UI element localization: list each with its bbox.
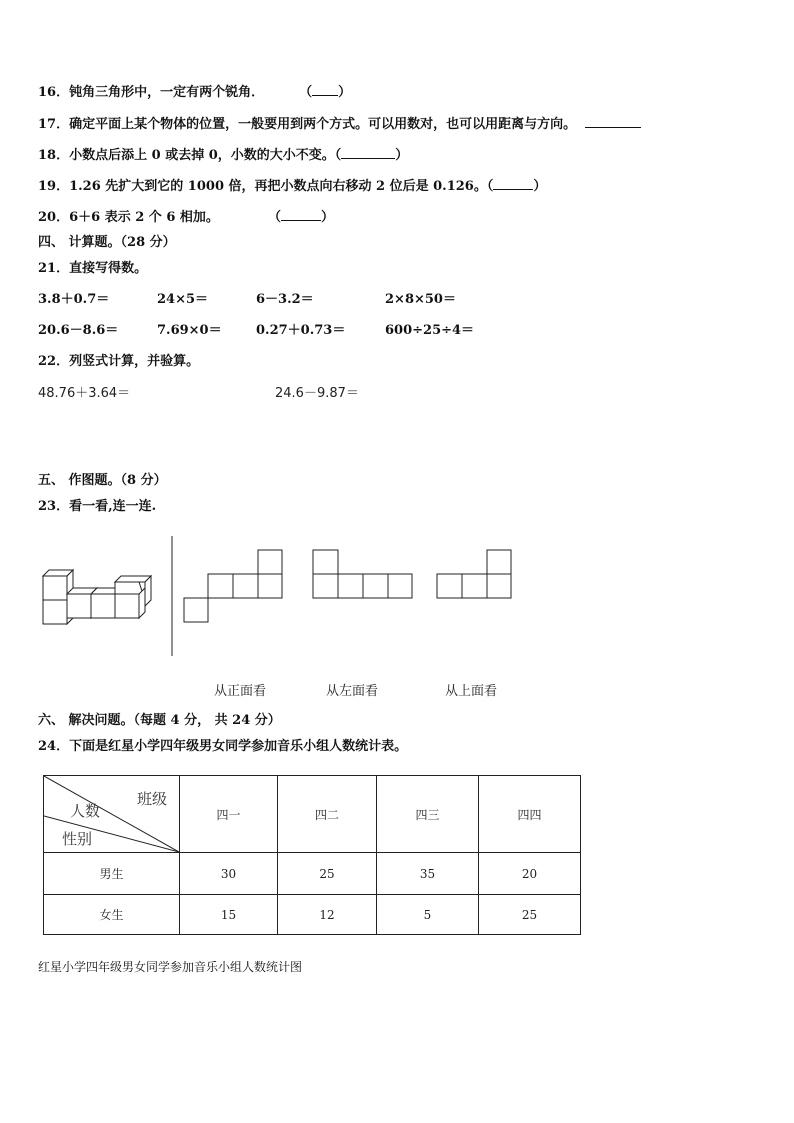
question-18-bracket-open: （ <box>334 148 342 163</box>
table-row <box>44 895 581 935</box>
question-23: 23．看一看,连一连. <box>38 499 157 514</box>
question-18-text: 18．小数点后添上 0 或去掉 0，小数的大小不变。 <box>38 148 335 163</box>
view-shape-b <box>313 550 412 598</box>
cube-right-stack <box>115 576 151 618</box>
vertical-calc-1: 48.76＋3.64＝ <box>38 386 131 401</box>
table-cell: 25 <box>479 895 581 935</box>
table-cell: 35 <box>377 853 479 895</box>
question-17 <box>38 115 641 133</box>
chart-caption: 红星小学四年级男女同学参加音乐小组人数统计图 <box>38 960 303 974</box>
question-18 <box>38 146 408 164</box>
answer-blank-16[interactable] <box>312 83 338 96</box>
answer-blank-17[interactable] <box>585 115 641 128</box>
table-cell: 30 <box>180 853 278 895</box>
calc-item: 600÷25÷4＝ <box>385 323 475 338</box>
calc-item: 3.8＋0.7＝ <box>38 292 110 307</box>
question-17-text: 17．确定平面上某个物体的位置，一般要用到两个方式。可以用数对，也可以用距离与方向。 <box>38 117 577 132</box>
row-label: 女生 <box>44 895 180 935</box>
section-5-title: 五、 作图题。（8 分） <box>38 473 167 488</box>
question-19-bracket-close: ） <box>533 179 547 194</box>
calc-item: 7.69×0＝ <box>157 323 222 338</box>
section-4-title: 四、 计算题。（28 分） <box>38 235 176 250</box>
answer-blank-19[interactable] <box>493 177 533 190</box>
music-group-stats-table <box>43 775 581 935</box>
section-6-title: 六、 解决问题。（每题 4 分， 共 24 分） <box>38 713 281 728</box>
question-24: 24．下面是红星小学四年级男女同学参加音乐小组人数统计表。 <box>38 739 408 754</box>
column-header: 四三 <box>377 776 479 853</box>
cube-middle <box>67 588 121 618</box>
calc-item: 2×8×50＝ <box>385 292 456 307</box>
question-16-text: 16．钝角三角形中，一定有两个锐角． <box>38 85 265 100</box>
calc-item: 0.27＋0.73＝ <box>256 323 346 338</box>
view-shape-c <box>437 550 511 598</box>
calc-item: 24×5＝ <box>157 292 209 307</box>
answer-blank-20[interactable] <box>281 208 321 221</box>
table-cell: 12 <box>278 895 377 935</box>
corner-label-gender: 性别 <box>62 830 93 848</box>
question-20-bracket-open: （ <box>267 210 281 225</box>
vertical-calc-2: 24.6－9.87＝ <box>275 386 359 401</box>
question-19-bracket-open: （ <box>486 179 494 194</box>
calc-item: 20.6－8.6＝ <box>38 323 119 338</box>
table-cell: 15 <box>180 895 278 935</box>
question-20-text: 20．6＋6 表示 2 个 6 相加。 <box>38 210 219 225</box>
view-label-left: 从左面看 <box>326 684 379 699</box>
table-header-row <box>44 776 581 853</box>
calc-item: 6－3.2＝ <box>256 292 314 307</box>
question-20-bracket-close: ） <box>320 210 334 225</box>
question-19-text: 19．1.26 先扩大到它的 1000 倍，再把小数点向右移动 2 位后是 0.126。 <box>38 179 487 194</box>
view-label-top: 从上面看 <box>445 684 498 699</box>
table-corner-cell <box>44 776 180 853</box>
table-cell: 25 <box>278 853 377 895</box>
view-label-front: 从正面看 <box>214 684 267 699</box>
table-row <box>44 853 581 895</box>
answer-blank-18[interactable] <box>341 146 395 159</box>
table-cell: 5 <box>377 895 479 935</box>
question-21: 21．直接写得数。 <box>38 261 148 276</box>
question-16-bracket-close: ） <box>338 85 352 100</box>
view-figures <box>0 530 560 665</box>
question-16-bracket-open: （ <box>299 85 313 100</box>
question-18-bracket-close: ） <box>395 148 409 163</box>
corner-label-class: 班级 <box>136 790 167 808</box>
cube-bottom-left <box>43 600 67 624</box>
corner-label-count: 人数 <box>70 802 101 820</box>
column-header: 四一 <box>180 776 278 853</box>
column-header: 四二 <box>278 776 377 853</box>
column-header: 四四 <box>479 776 581 853</box>
cube-solid <box>43 570 151 624</box>
question-19 <box>38 177 546 195</box>
row-label: 男生 <box>44 853 180 895</box>
question-20 <box>38 208 334 226</box>
question-16 <box>38 83 351 101</box>
view-shape-a <box>184 550 282 622</box>
table-cell: 20 <box>479 853 581 895</box>
question-22: 22．列竖式计算，并验算。 <box>38 354 200 369</box>
